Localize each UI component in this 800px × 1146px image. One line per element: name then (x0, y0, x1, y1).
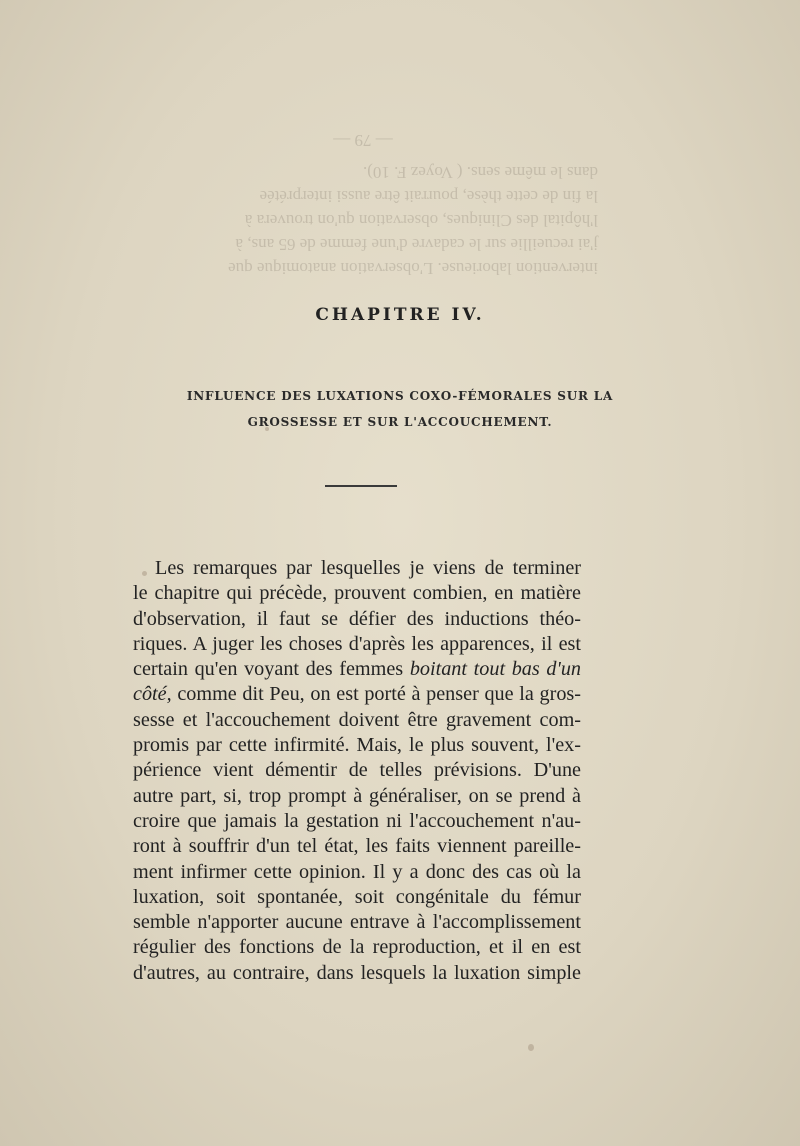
body-paragraph (133, 556, 581, 986)
body-line: croire que jamais la gestation ni l'accouchement n'au- (133, 809, 581, 832)
body-line: luxation, soit spontanée, soit congénitale du fémur (133, 885, 581, 908)
body-line: régulier des fonctions de la reproduction, et il en est (133, 936, 581, 959)
bleed-line: j'ai recueillie sur le cadavre d'une femme de 65 ans, à (235, 235, 598, 254)
body-line (133, 682, 581, 707)
body-line: le chapitre qui précède, prouvent combien, en matière (133, 582, 581, 605)
body-line: promis par cette infirmité. Mais, le plus souvent, l'ex- (133, 734, 581, 757)
bleed-line: la fin de cette thèse, pourrait être aussi interprétée (259, 187, 598, 206)
bleed-line: l'hôpital des Cliniques, observation qu'on trouvera à (244, 211, 598, 230)
body-line: ment infirmer cette opinion. Il y a donc des cas où la (133, 860, 581, 883)
body-line: périence vient démentir de telles prévisions. D'une (133, 759, 581, 782)
bleed-line: intervention laborieuse. L'observation anatomique que (228, 259, 598, 278)
subtitle-line-1: INFLUENCE DES LUXATIONS COXO-FÉMORALES SUR LA (186, 389, 614, 403)
paper-speck (142, 571, 147, 576)
bleed-page-number: — 79 — (333, 131, 393, 150)
bleed-through-text (128, 128, 598, 280)
body-line: semble n'apporter aucune entrave à l'accomplissement (133, 911, 581, 934)
italic-quote: boitant tout bas d'un (409, 658, 582, 681)
section-divider (325, 485, 397, 487)
body-line: autre part, si, trop prompt à généraliser, on se prend à (133, 784, 581, 807)
body-line (133, 657, 581, 682)
body-line: ront à souffrir d'un tel état, les faits viennent pareille- (133, 835, 581, 858)
body-line: d'autres, au contraire, dans lesquels la luxation simple (133, 961, 581, 984)
italic-quote: côté, (133, 683, 172, 706)
bleed-line: dans le même sens. ( Voyez F. 10). (362, 163, 598, 182)
body-line: riques. A juger les choses d'après les apparences, il est (133, 632, 581, 655)
paper-speck (265, 427, 269, 431)
body-line: Les remarques par lesquelles je viens de terminer (155, 557, 581, 579)
chapter-subtitle (140, 383, 660, 435)
subtitle-line-2: GROSSESSE ET SUR L'ACCOUCHEMENT. (247, 415, 553, 429)
body-line: sesse et l'accouchement doivent être gravement com- (133, 708, 581, 731)
chapter-title: CHAPITRE IV. (315, 305, 485, 325)
paper-speck (528, 1044, 534, 1051)
body-line: d'observation, il faut se défier des inductions théo- (133, 607, 581, 630)
body-text-run: comme dit Peu, on est porté à penser que la gros- (177, 683, 581, 706)
body-text-run: certain qu'en voyant des femmes (133, 658, 404, 681)
